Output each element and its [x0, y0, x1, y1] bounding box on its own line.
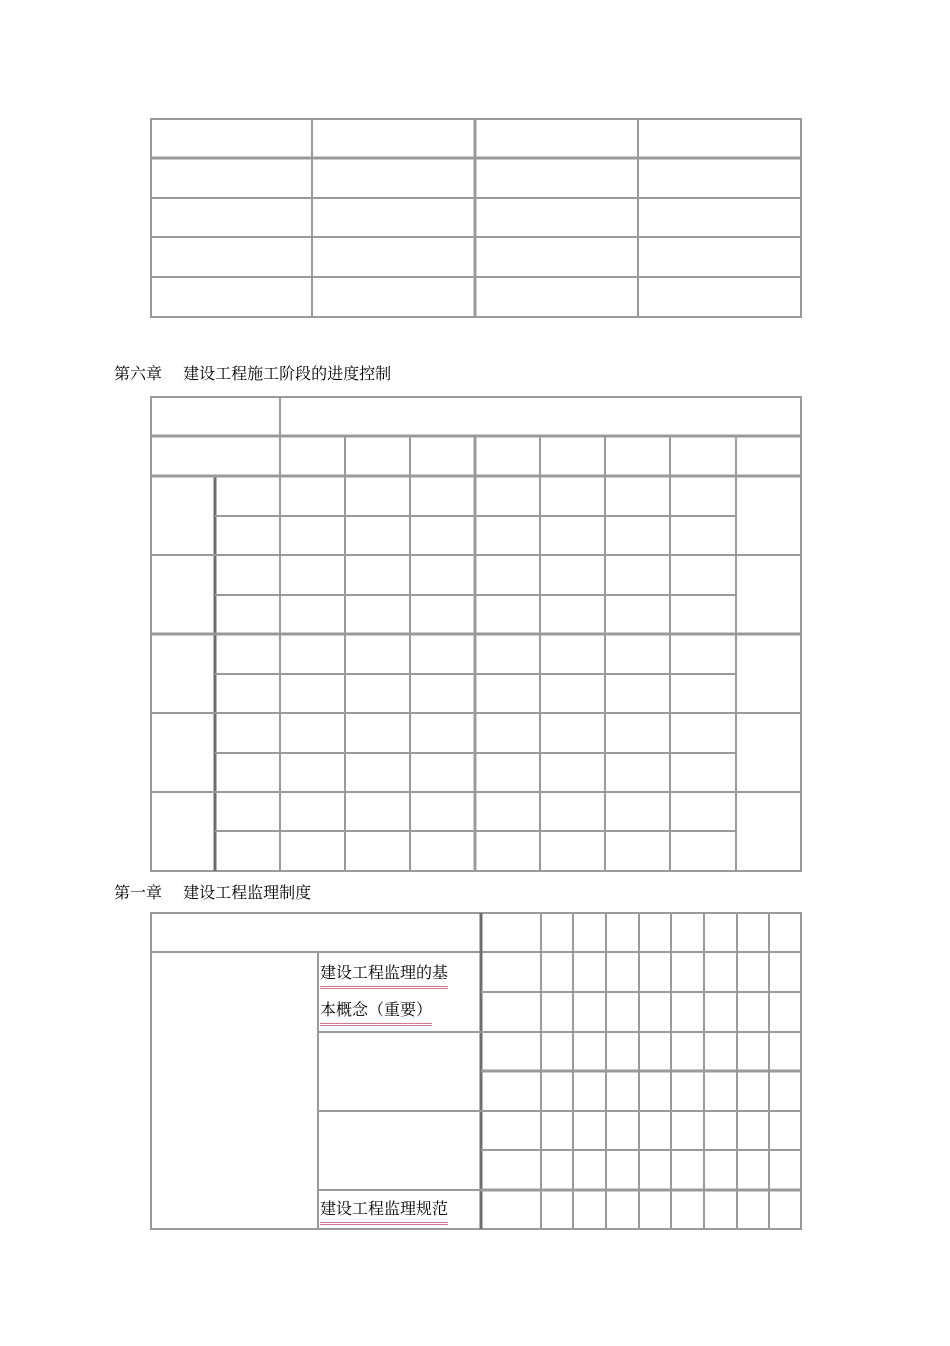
basic-concept-text-line2: 本概念（重要） — [320, 999, 432, 1026]
chapter-6-heading: 第六章 建设工程施工阶段的进度控制 — [114, 364, 392, 383]
basic-concept-text-line1: 建设工程监理的基 — [320, 962, 448, 989]
supervision-norms-text: 建设工程监理规范 — [320, 1198, 448, 1225]
table-3 — [151, 913, 801, 1229]
table-1 — [151, 119, 801, 317]
chapter-1-heading: 第一章 建设工程监理制度 — [114, 883, 312, 902]
table-2 — [151, 397, 801, 871]
